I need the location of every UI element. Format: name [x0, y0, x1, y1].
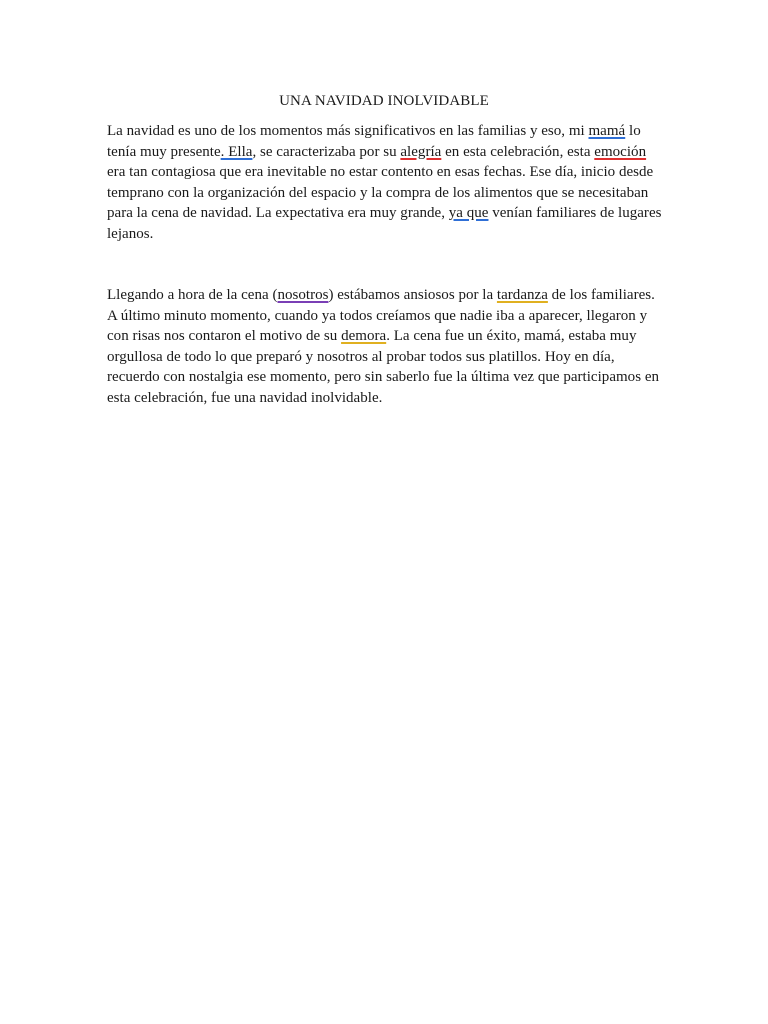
text-run: Llegando a hora de la cena (	[107, 287, 278, 303]
style-marked-word[interactable]: nosotros	[277, 287, 329, 303]
text-run: . La cena fue un éxito, mamá, estaba muy orgullosa de todo lo que preparó y nosotros al probar todos sus platillos. Hoy en día, recuerdo con nostalgia ese momento, pero sin saberlo fue la última vez que participamos en esta celebración, fue una navidad inolvidable.	[107, 328, 660, 406]
grammar-marked-word[interactable]: mamá	[588, 123, 626, 139]
suggestion-marked-word[interactable]: demora	[341, 328, 387, 345]
text-run: ) estábamos ansiosos por la	[328, 287, 497, 303]
text-run: La navidad es uno de los momentos más significativos en las familias y eso, mi	[107, 123, 589, 139]
text-run: lo tenía muy presente	[107, 123, 641, 160]
text-run: de los familiares. A último minuto momento, cuando ya todos creíamos que nadie iba a aparecer, llegaron y con risas nos contaron el motivo de su	[107, 287, 655, 345]
text-run: venían familiares de lugares lejanos.	[107, 205, 662, 242]
text-run: en esta celebración, esta	[441, 143, 595, 160]
grammar-marked-word[interactable]: . Ella	[220, 143, 253, 160]
suggestion-marked-word[interactable]: tardanza	[496, 287, 548, 303]
paragraph-2[interactable]	[107, 285, 667, 409]
spelling-marked-word[interactable]: emoción	[594, 143, 647, 160]
document-title: UNA NAVIDAD INOLVIDABLE	[279, 93, 489, 109]
spelling-marked-word[interactable]: alegría	[400, 143, 442, 160]
text-run: , se caracterizaba por su	[252, 143, 401, 160]
grammar-marked-word[interactable]: ya que	[448, 205, 489, 222]
text-run: era tan contagiosa que era inevitable no estar contento en esas fechas. Ese día, inicio desde temprano con la organización del espacio y la compra de los alimentos que se necesitaban para la cena de navidad. La expectativa era muy grande,	[107, 164, 654, 222]
paragraph-1[interactable]	[107, 121, 667, 245]
